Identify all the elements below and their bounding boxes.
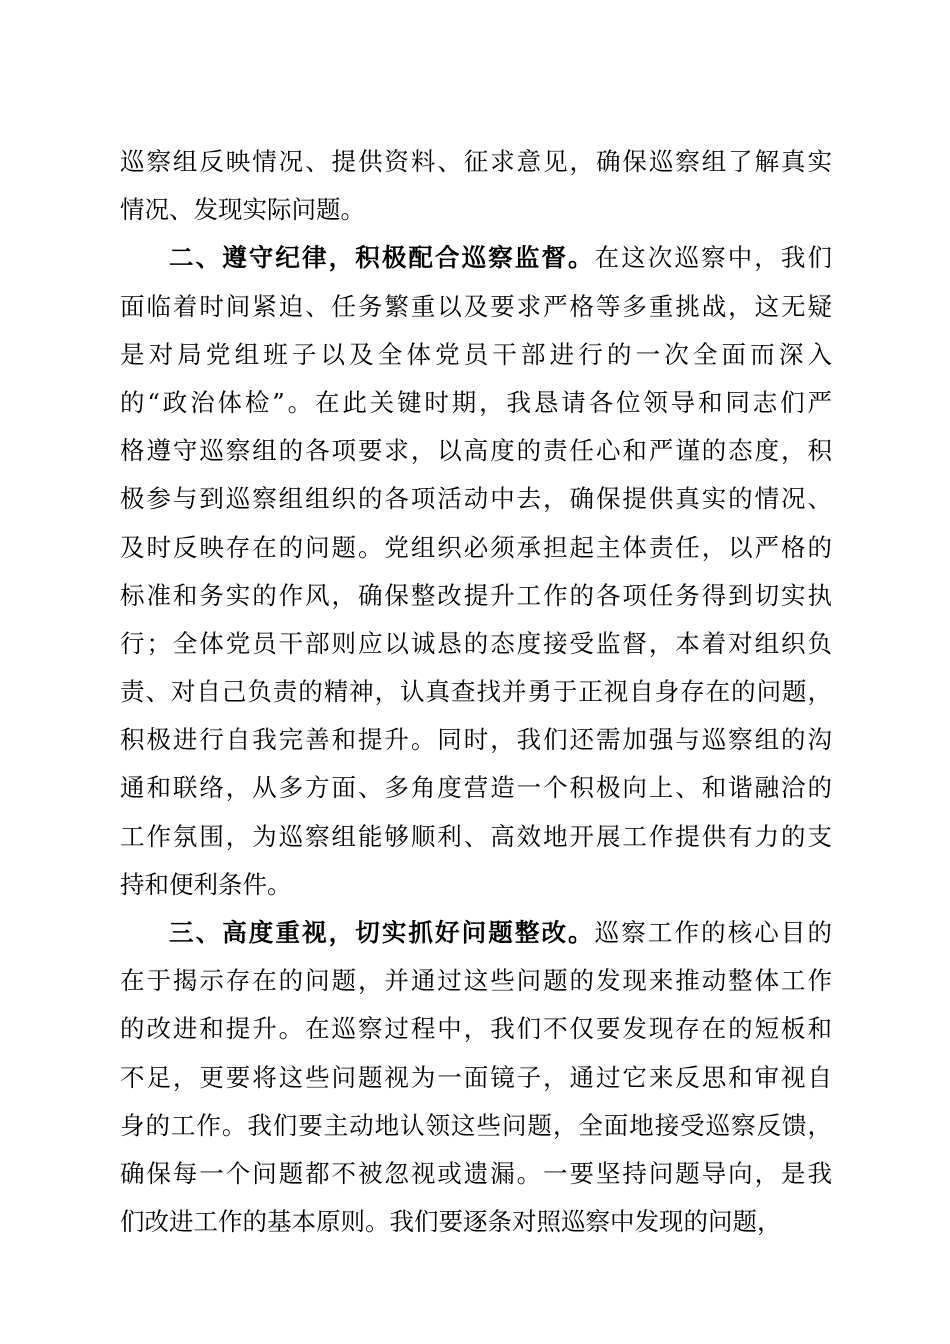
paragraph-2-line-7: 及时反映存在的问题。党组织必须承担起主体责任，以严格的 bbox=[120, 532, 832, 562]
section-2-heading: 二、遵守纪律，积极配合巡察监督。 bbox=[169, 243, 595, 273]
document-body bbox=[120, 138, 832, 1246]
paragraph-2-line-13: 工作氛围，为巡察组能够顺利、高效地开展工作提供有力的支 bbox=[120, 821, 832, 851]
paragraph-1-line-2: 情况、发现实际问题。 bbox=[120, 195, 365, 225]
paragraph-2-line-9: 行；全体党员干部则应以诚恳的态度接受监督，本着对组织负 bbox=[120, 628, 832, 658]
paragraph-2-line-1-text: 在这次巡察中，我们 bbox=[594, 243, 832, 273]
paragraph-2-line-12: 通和联络，从多方面、多角度营造一个积极向上、和谐融洽的 bbox=[120, 773, 832, 803]
paragraph-3-line-5: 身的工作。我们要主动地认领这些问题，全面地接受巡察反馈， bbox=[120, 1110, 832, 1140]
paragraph-1-line-1: 巡察组反映情况、提供资料、征求意见，确保巡察组了解真实 bbox=[120, 147, 832, 176]
paragraph-2-line-3: 是对局党组班子以及全体党员干部进行的一次全面而深入 bbox=[120, 339, 832, 369]
paragraph-3-line-4: 不足，更要将这些问题视为一面镜子，通过它来反思和审视自 bbox=[120, 1062, 832, 1092]
paragraph-2-line-10: 责、对自己负责的精神，认真查找并勇于正视自身存在的问题， bbox=[120, 677, 832, 707]
paragraph-3-line-2: 在于揭示存在的问题，并通过这些问题的发现来推动整体工作 bbox=[120, 966, 832, 996]
paragraph-3-line-1 bbox=[120, 909, 832, 957]
paragraph-3-line-3: 的改进和提升。在巡察过程中，我们不仅要发现存在的短板和 bbox=[120, 1014, 832, 1044]
paragraph-2-line-6: 极参与到巡察组组织的各项活动中去，确保提供真实的情况、 bbox=[120, 484, 832, 514]
paragraph-3-line-1-text: 巡察工作的核心目的 bbox=[594, 918, 832, 947]
paragraph-2-line-8: 标准和务实的作风，确保整改提升工作的各项任务得到切实执 bbox=[120, 580, 832, 610]
paragraph-3-line-6: 确保每一个问题都不被忽视或遗漏。一要坚持问题导向，是我 bbox=[120, 1158, 832, 1188]
paragraph-2-line-2: 面临着时间紧迫、任务繁重以及要求严格等多重挑战，这无疑 bbox=[120, 291, 832, 321]
section-3-heading: 三、高度重视，切实抓好问题整改。 bbox=[169, 918, 595, 947]
paragraph-2-line-4: 的“政治体检”。在此关键时期，我恳请各位领导和同志们严 bbox=[120, 387, 832, 417]
paragraph-2-line-14: 持和便利条件。 bbox=[120, 869, 292, 899]
paragraph-2-line-1 bbox=[120, 234, 832, 282]
paragraph-2-line-11: 积极进行自我完善和提升。同时，我们还需加强与巡察组的沟 bbox=[120, 725, 832, 755]
paragraph-3-line-7: 们改进工作的基本原则。我们要逐条对照巡察中发现的问题， bbox=[120, 1207, 782, 1237]
paragraph-2-line-5: 格遵守巡察组的各项要求，以高度的责任心和严谨的态度，积 bbox=[120, 436, 832, 466]
